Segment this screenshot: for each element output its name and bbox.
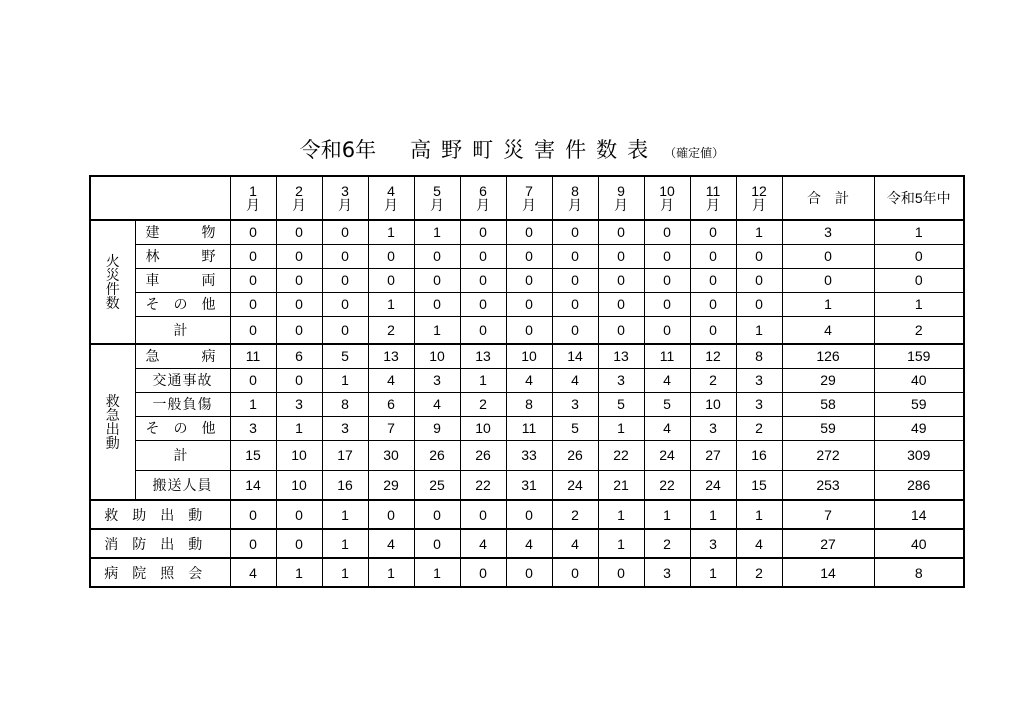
row-label: 搬送人員	[135, 470, 230, 500]
category-char: 火	[105, 253, 120, 269]
row-prev-year: 49	[874, 416, 964, 440]
month-value: 3	[736, 392, 782, 416]
table-row	[90, 368, 964, 392]
row-total: 27	[782, 529, 874, 558]
month-value: 0	[506, 268, 552, 292]
month-value: 0	[322, 268, 368, 292]
month-value: 0	[506, 244, 552, 268]
category-char: 災	[105, 267, 120, 283]
month-value: 17	[322, 440, 368, 470]
month-number: 4	[387, 183, 395, 199]
month-unit: 月	[246, 197, 260, 213]
month-value: 4	[506, 529, 552, 558]
month-value: 8	[736, 344, 782, 368]
month-value: 1	[598, 529, 644, 558]
month-number: 11	[705, 183, 721, 199]
row-label: 交通事故	[135, 368, 230, 392]
month-value: 0	[690, 220, 736, 244]
month-value: 4	[644, 368, 690, 392]
month-value: 0	[460, 316, 506, 344]
table-row	[90, 292, 964, 316]
row-prev-year: 59	[874, 392, 964, 416]
month-value: 1	[368, 558, 414, 587]
month-value: 4	[644, 416, 690, 440]
row-total: 58	[782, 392, 874, 416]
month-value: 3	[276, 392, 322, 416]
fire-category-label	[90, 220, 135, 344]
month-value: 0	[552, 244, 598, 268]
month-value: 1	[322, 368, 368, 392]
table-row	[90, 316, 964, 344]
title-note: （確定値）	[664, 146, 725, 160]
month-value: 12	[690, 344, 736, 368]
month-value: 24	[644, 440, 690, 470]
month-value: 1	[322, 558, 368, 587]
month-value: 2	[460, 392, 506, 416]
month-value: 4	[230, 558, 276, 587]
month-value: 3	[552, 392, 598, 416]
month-value: 1	[414, 220, 460, 244]
month-value: 0	[644, 316, 690, 344]
month-value: 22	[644, 470, 690, 500]
month-value: 0	[368, 244, 414, 268]
month-value: 33	[506, 440, 552, 470]
month-value: 4	[414, 392, 460, 416]
month-value: 3	[322, 416, 368, 440]
month-value: 10	[460, 416, 506, 440]
month-value: 0	[276, 292, 322, 316]
month-value: 2	[552, 500, 598, 529]
month-value: 5	[598, 392, 644, 416]
row-label: 計	[135, 316, 230, 344]
category-char: 動	[105, 435, 120, 451]
month-value: 1	[690, 500, 736, 529]
month-value: 1	[276, 416, 322, 440]
month-value: 0	[230, 529, 276, 558]
month-value: 10	[276, 470, 322, 500]
month-value: 0	[322, 292, 368, 316]
month-value: 0	[414, 244, 460, 268]
month-value: 0	[552, 268, 598, 292]
month-value: 5	[552, 416, 598, 440]
row-total: 126	[782, 344, 874, 368]
month-value: 0	[644, 244, 690, 268]
row-prev-year: 8	[874, 558, 964, 587]
month-value: 0	[414, 529, 460, 558]
month-value: 1	[598, 416, 644, 440]
category-char: 急	[105, 407, 120, 423]
row-prev-year: 14	[874, 500, 964, 529]
month-value: 0	[598, 316, 644, 344]
month-value: 1	[368, 292, 414, 316]
month-value: 0	[230, 500, 276, 529]
month-value: 1	[736, 220, 782, 244]
month-value: 0	[368, 500, 414, 529]
month-value: 6	[276, 344, 322, 368]
month-value: 24	[552, 470, 598, 500]
month-value: 0	[230, 268, 276, 292]
month-value: 1	[414, 316, 460, 344]
month-value: 1	[644, 500, 690, 529]
month-value: 0	[644, 292, 690, 316]
month-value: 0	[690, 244, 736, 268]
header-month	[414, 176, 460, 220]
row-prev-year: 159	[874, 344, 964, 368]
month-value: 0	[644, 220, 690, 244]
row-total: 0	[782, 244, 874, 268]
row-prev-year: 2	[874, 316, 964, 344]
month-value: 26	[414, 440, 460, 470]
month-value: 1	[322, 500, 368, 529]
month-value: 27	[690, 440, 736, 470]
month-unit: 月	[522, 197, 536, 213]
month-value: 25	[414, 470, 460, 500]
month-value: 1	[598, 500, 644, 529]
header-month	[644, 176, 690, 220]
row-label: その他	[135, 416, 230, 440]
row-prev-year: 286	[874, 470, 964, 500]
month-value: 0	[368, 268, 414, 292]
row-total: 253	[782, 470, 874, 500]
month-value: 0	[644, 268, 690, 292]
month-value: 0	[276, 244, 322, 268]
month-value: 21	[598, 470, 644, 500]
month-unit: 月	[430, 197, 444, 213]
month-value: 3	[414, 368, 460, 392]
month-value: 13	[368, 344, 414, 368]
month-value: 26	[460, 440, 506, 470]
fire_dispatch-label: 消防出動	[90, 529, 230, 558]
month-value: 0	[276, 529, 322, 558]
month-value: 8	[506, 392, 552, 416]
header-prev-year: 令和5年中	[874, 176, 964, 220]
month-value: 0	[506, 292, 552, 316]
month-value: 1	[276, 558, 322, 587]
header-month	[322, 176, 368, 220]
month-value: 2	[736, 558, 782, 587]
month-value: 11	[644, 344, 690, 368]
month-number: 2	[295, 183, 303, 199]
month-unit: 月	[614, 197, 628, 213]
table-row	[90, 268, 964, 292]
row-total: 7	[782, 500, 874, 529]
page-title	[0, 134, 1024, 164]
month-unit: 月	[660, 197, 674, 213]
category-char: 出	[105, 421, 120, 437]
disaster-table	[89, 175, 965, 588]
row-total: 1	[782, 292, 874, 316]
month-value: 2	[690, 368, 736, 392]
month-value: 24	[690, 470, 736, 500]
row-prev-year: 40	[874, 368, 964, 392]
row-label: 一般負傷	[135, 392, 230, 416]
month-unit: 月	[384, 197, 398, 213]
row-label: 建 物	[135, 220, 230, 244]
month-value: 16	[322, 470, 368, 500]
month-unit: 月	[752, 197, 766, 213]
month-value: 10	[506, 344, 552, 368]
row-prev-year: 0	[874, 244, 964, 268]
month-value: 15	[736, 470, 782, 500]
month-value: 0	[276, 368, 322, 392]
month-value: 22	[460, 470, 506, 500]
month-value: 0	[506, 500, 552, 529]
row-label: その他	[135, 292, 230, 316]
category-char: 件	[105, 281, 120, 297]
month-value: 0	[598, 268, 644, 292]
hospital-label: 病院照会	[90, 558, 230, 587]
month-value: 4	[368, 368, 414, 392]
table-row	[90, 220, 964, 244]
month-value: 0	[598, 292, 644, 316]
rescue-label: 救助出動	[90, 500, 230, 529]
month-value: 10	[414, 344, 460, 368]
row-total: 29	[782, 368, 874, 392]
month-value: 26	[552, 440, 598, 470]
row-total: 0	[782, 268, 874, 292]
month-value: 1	[460, 368, 506, 392]
month-value: 1	[322, 529, 368, 558]
month-value: 1	[736, 316, 782, 344]
month-value: 0	[690, 316, 736, 344]
row-label: 計	[135, 440, 230, 470]
month-number: 7	[525, 183, 533, 199]
rescue-row	[90, 500, 964, 529]
month-value: 0	[506, 220, 552, 244]
header-blank	[90, 176, 230, 220]
month-value: 4	[460, 529, 506, 558]
month-number: 1	[249, 183, 257, 199]
month-value: 1	[690, 558, 736, 587]
month-value: 22	[598, 440, 644, 470]
month-value: 8	[322, 392, 368, 416]
month-value: 0	[552, 558, 598, 587]
month-value: 0	[506, 316, 552, 344]
month-number: 10	[659, 183, 675, 199]
header-month	[506, 176, 552, 220]
category-char: 救	[105, 393, 120, 409]
month-value: 3	[690, 529, 736, 558]
row-total: 14	[782, 558, 874, 587]
month-value: 0	[322, 220, 368, 244]
month-value: 30	[368, 440, 414, 470]
month-value: 1	[368, 220, 414, 244]
row-prev-year: 40	[874, 529, 964, 558]
month-number: 12	[751, 183, 767, 199]
month-value: 11	[506, 416, 552, 440]
month-value: 0	[690, 268, 736, 292]
month-value: 0	[322, 244, 368, 268]
table-row	[90, 244, 964, 268]
month-value: 10	[276, 440, 322, 470]
month-unit: 月	[476, 197, 490, 213]
table-row	[90, 344, 964, 368]
month-value: 0	[552, 316, 598, 344]
month-value: 0	[230, 220, 276, 244]
month-value: 0	[414, 500, 460, 529]
row-prev-year: 309	[874, 440, 964, 470]
row-total: 3	[782, 220, 874, 244]
table-row	[90, 392, 964, 416]
month-value: 0	[230, 292, 276, 316]
table-row	[90, 440, 964, 470]
month-value: 0	[460, 292, 506, 316]
month-value: 14	[552, 344, 598, 368]
month-value: 1	[230, 392, 276, 416]
row-label: 車 両	[135, 268, 230, 292]
month-value: 0	[506, 558, 552, 587]
month-value: 4	[368, 529, 414, 558]
month-value: 0	[598, 244, 644, 268]
month-value: 0	[230, 316, 276, 344]
month-value: 3	[598, 368, 644, 392]
header-month	[460, 176, 506, 220]
month-value: 0	[460, 500, 506, 529]
month-unit: 月	[292, 197, 306, 213]
month-value: 2	[736, 416, 782, 440]
month-unit: 月	[568, 197, 582, 213]
header-month	[690, 176, 736, 220]
header-total: 合 計	[782, 176, 874, 220]
month-value: 5	[322, 344, 368, 368]
month-value: 0	[230, 244, 276, 268]
month-number: 9	[617, 183, 625, 199]
month-value: 0	[552, 220, 598, 244]
month-value: 0	[736, 244, 782, 268]
month-value: 0	[276, 268, 322, 292]
month-value: 4	[736, 529, 782, 558]
month-value: 2	[368, 316, 414, 344]
header-month	[368, 176, 414, 220]
month-value: 5	[644, 392, 690, 416]
row-total: 272	[782, 440, 874, 470]
month-value: 0	[552, 292, 598, 316]
fire_dispatch-row	[90, 529, 964, 558]
month-value: 0	[690, 292, 736, 316]
month-value: 0	[460, 220, 506, 244]
month-value: 15	[230, 440, 276, 470]
row-prev-year: 0	[874, 268, 964, 292]
month-value: 29	[368, 470, 414, 500]
month-value: 11	[230, 344, 276, 368]
row-prev-year: 1	[874, 220, 964, 244]
month-number: 5	[433, 183, 441, 199]
table-row	[90, 416, 964, 440]
row-total: 59	[782, 416, 874, 440]
month-value: 0	[276, 316, 322, 344]
month-value: 0	[276, 220, 322, 244]
month-value: 3	[690, 416, 736, 440]
month-value: 2	[644, 529, 690, 558]
emergency-category-label	[90, 344, 135, 500]
month-number: 8	[571, 183, 579, 199]
month-number: 3	[341, 183, 349, 199]
month-value: 31	[506, 470, 552, 500]
month-value: 0	[460, 244, 506, 268]
header-month	[598, 176, 644, 220]
month-value: 0	[460, 558, 506, 587]
month-value: 3	[230, 416, 276, 440]
header-row	[90, 176, 964, 220]
title-year: 令和6年	[299, 138, 377, 162]
header-month	[736, 176, 782, 220]
month-unit: 月	[706, 197, 720, 213]
month-value: 0	[230, 368, 276, 392]
month-value: 0	[460, 268, 506, 292]
month-value: 0	[598, 558, 644, 587]
header-month	[552, 176, 598, 220]
month-value: 0	[276, 500, 322, 529]
month-value: 13	[460, 344, 506, 368]
month-unit: 月	[338, 197, 352, 213]
month-value: 4	[552, 368, 598, 392]
month-value: 13	[598, 344, 644, 368]
month-value: 9	[414, 416, 460, 440]
hospital-row	[90, 558, 964, 587]
month-value: 14	[230, 470, 276, 500]
header-month	[276, 176, 322, 220]
row-label: 急 病	[135, 344, 230, 368]
category-char: 数	[105, 295, 120, 311]
header-month	[230, 176, 276, 220]
row-total: 4	[782, 316, 874, 344]
month-value: 10	[690, 392, 736, 416]
month-value: 16	[736, 440, 782, 470]
row-prev-year: 1	[874, 292, 964, 316]
month-value: 4	[552, 529, 598, 558]
month-value: 6	[368, 392, 414, 416]
month-value: 0	[322, 316, 368, 344]
row-label: 林 野	[135, 244, 230, 268]
month-value: 0	[414, 292, 460, 316]
month-value: 7	[368, 416, 414, 440]
month-value: 4	[506, 368, 552, 392]
month-value: 1	[736, 500, 782, 529]
month-value: 1	[414, 558, 460, 587]
month-value: 3	[644, 558, 690, 587]
table-row	[90, 470, 964, 500]
month-value: 0	[414, 268, 460, 292]
month-value: 3	[736, 368, 782, 392]
month-number: 6	[479, 183, 487, 199]
month-value: 0	[598, 220, 644, 244]
month-value: 0	[736, 268, 782, 292]
title-main: 高野町災害件数表	[410, 138, 659, 162]
month-value: 0	[736, 292, 782, 316]
